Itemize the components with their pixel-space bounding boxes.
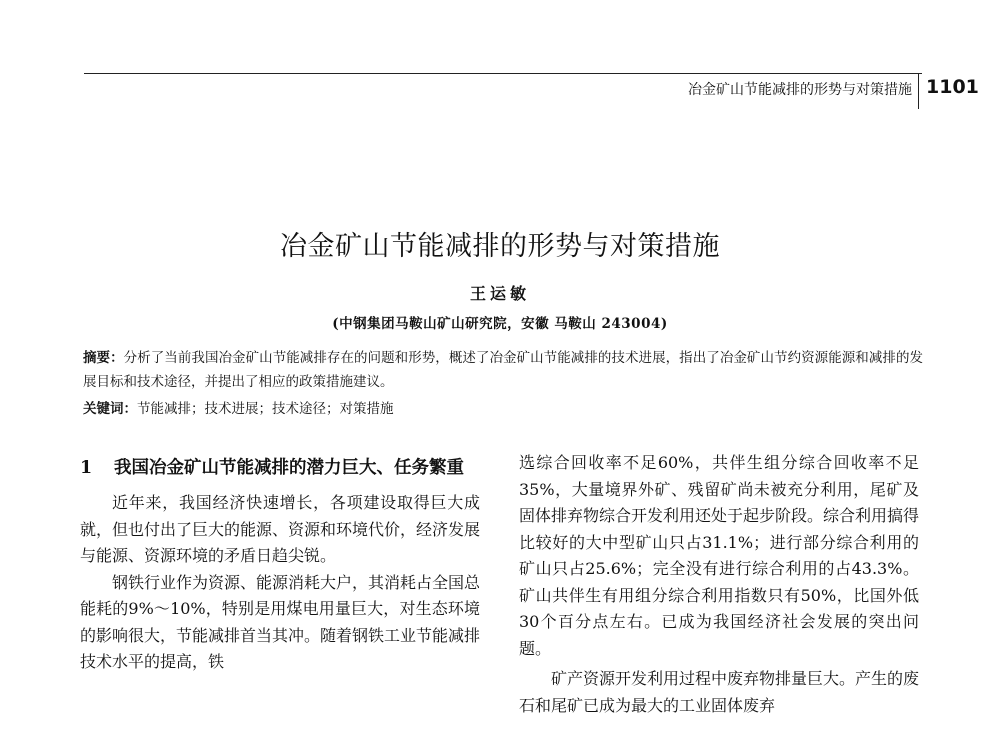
left-column (80, 450, 480, 676)
abstract-text: 分析了当前我国冶金矿山节能减排存在的问题和形势，概述了冶金矿山节能减排的技术进展，指出了冶金矿山节约资源能源和减排的发展目标和技术途径，并提出了相应的政策措施建议。 (83, 350, 924, 390)
header-rule (84, 73, 922, 74)
section-number: 1 (80, 458, 93, 478)
paragraph: 矿产资源开发利用过程中废弃物排量巨大。产生的废石和尾矿已成为最大的工业固体废弃 (519, 669, 920, 715)
page-number: 1101 (926, 76, 979, 98)
keywords (83, 398, 923, 420)
abstract (83, 346, 923, 394)
section-heading-text: 我国冶金矿山节能减排的潜力巨大、任务繁重 (114, 458, 464, 478)
paragraph: 钢铁行业作为资源、能源消耗大户，其消耗占全国总能耗的9%～10%，特别是用煤电用量巨大，对生态环境的影响很大，节能减排首当其冲。随着钢铁工业节能减排技术水平的提高，铁 (80, 572, 481, 671)
affiliation: (中钢集团马鞍山矿山研究院，安徽 马鞍山 243004) (332, 316, 668, 332)
right-column (519, 450, 919, 719)
running-header-title: 冶金矿山节能减排的形势与对策措施 (688, 82, 912, 98)
keywords-text: 节能减排；技术进展；技术途径；对策措施 (137, 401, 394, 417)
paragraph: 选综合回收率不足60%，共伴生组分综合回收率不足35%，大量境界外矿、残留矿尚未被充分利用，尾矿及固体排弃物综合开发利用还处于起步阶段。综合利用搞得比较好的大中型矿山只占31.1%；进行部分综合利用的矿山只占25.6%；完全没有进行综合利用的占43.3%。矿山共伴生有用组分综合利用指数只有50%，比国外低30个百分点左右。已成为我国经济社会发展的突出问题。 (519, 453, 920, 658)
article-title: 冶金矿山节能减排的形势与对策措施 (280, 231, 720, 262)
section-1-heading (80, 454, 480, 482)
header-divider (918, 73, 919, 109)
keywords-label: 关键词： (83, 401, 137, 417)
paragraph: 近年来，我国经济快速增长，各项建设取得巨大成就，但也付出了巨大的能源、资源和环境代价，经济发展与能源、资源环境的矛盾日趋尖锐。 (80, 493, 481, 565)
abstract-label: 摘要： (83, 350, 124, 366)
author: 王运敏 (469, 284, 530, 303)
